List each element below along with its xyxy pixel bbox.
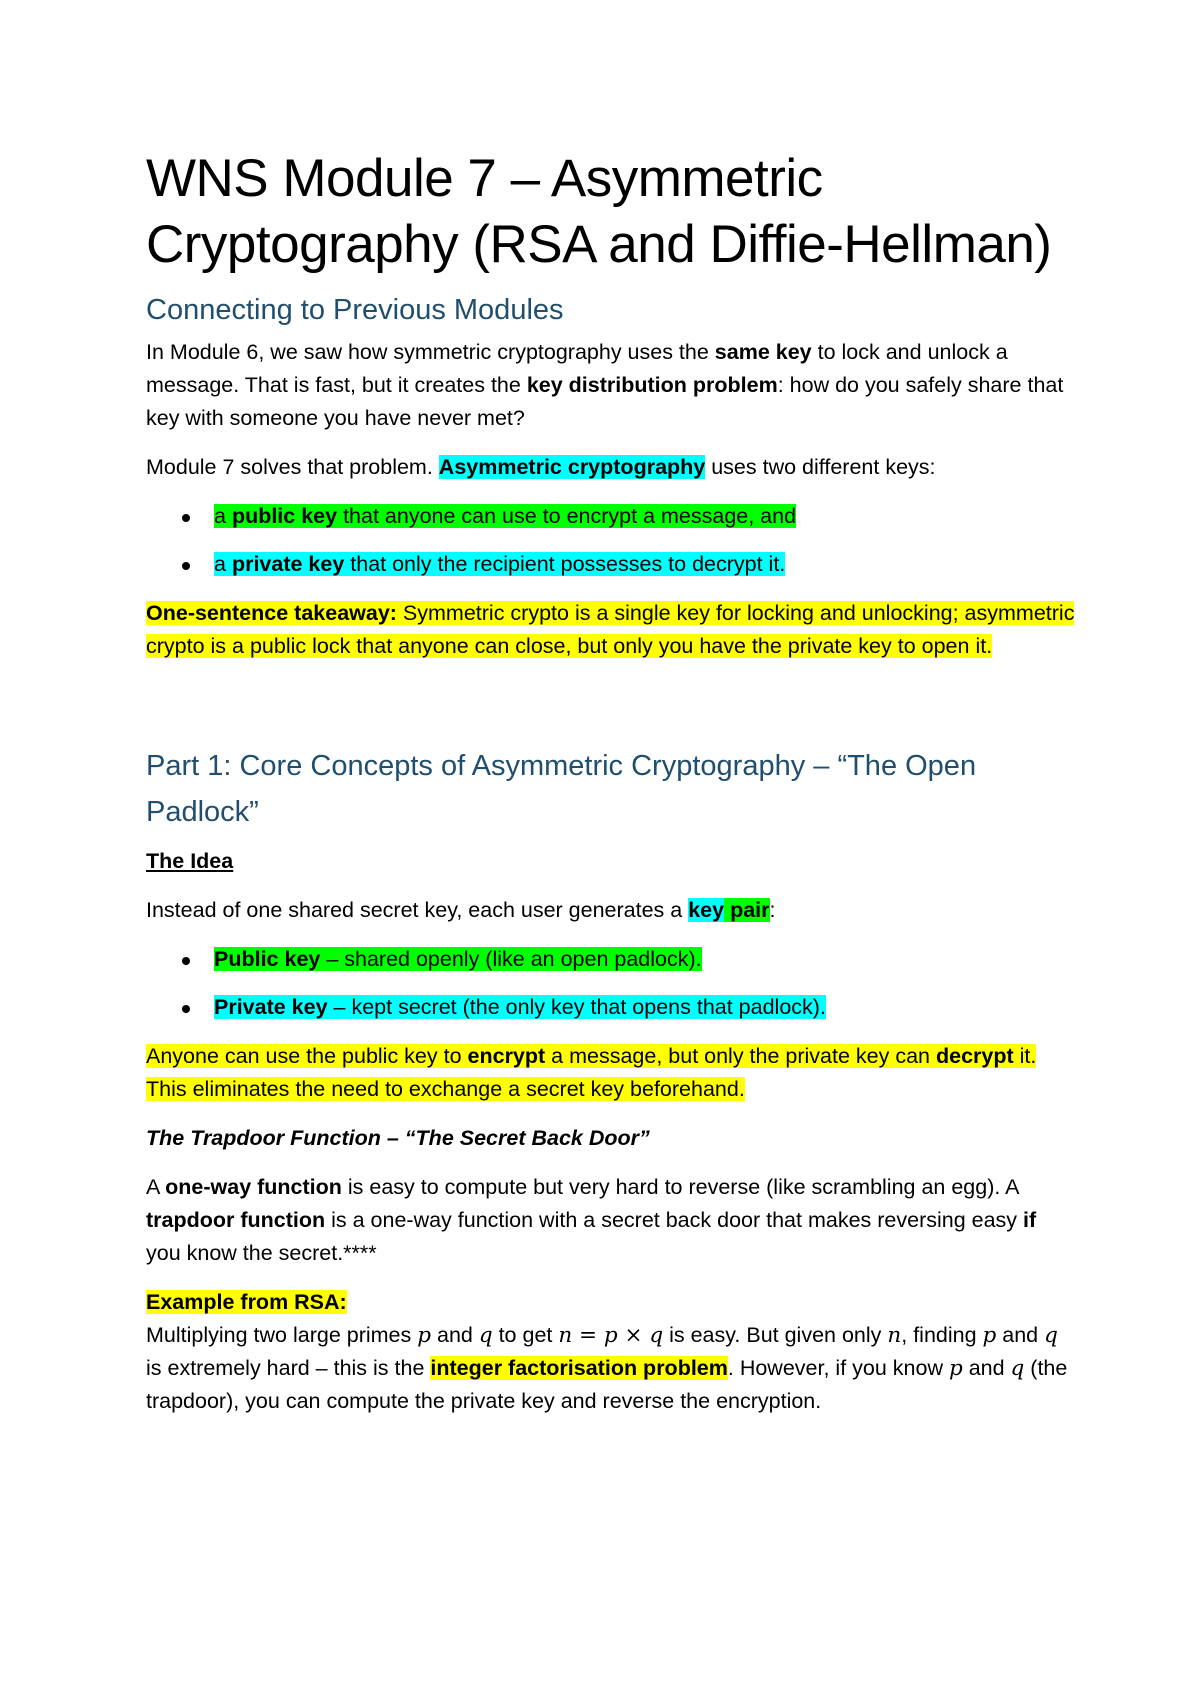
bullet-icon <box>182 562 190 570</box>
example-label: Example from RSA: <box>146 1290 347 1314</box>
paragraph-trapdoor: A one-way function is easy to compute but very hard to reverse (like scrambling an egg). A trapdoor function is a one-way function with a secret back door that makes reversing easy if you know the secret.**** <box>146 1175 1037 1265</box>
list-item-text: a public key that anyone can use to encrypt a message, and <box>214 504 797 528</box>
text: Module 7 solves that problem. <box>146 455 439 479</box>
list-item <box>146 943 1076 976</box>
text: uses two different keys: <box>705 455 936 479</box>
section-heading-part1: Part 1: Core Concepts of Asymmetric Cryptography – “The Open Padlock” <box>146 750 977 828</box>
highlighted-term: pair <box>724 898 770 922</box>
subheading-the-idea: The Idea <box>146 849 234 873</box>
bullet-icon <box>182 1005 190 1013</box>
keys-list <box>146 500 1076 581</box>
paragraph-anyone <box>146 1040 1076 1106</box>
highlighted-paragraph-text: Anyone can use the public key to encrypt a message, but only the private key can decrypt it. This eliminates the need to exchange a secret key beforehand. <box>146 1044 1037 1101</box>
list-item-text: Public key – shared openly (like an open padlock). <box>214 947 702 971</box>
text: : <box>769 898 776 922</box>
list-item <box>146 548 1076 581</box>
text: In Module 6, we saw how symmetric cryptography uses the <box>146 340 715 364</box>
key-pair-list <box>146 943 1076 1024</box>
highlighted-term: Asymmetric cryptography <box>438 455 706 479</box>
subheading-trapdoor: The Trapdoor Function – “The Secret Back Door” <box>146 1126 650 1150</box>
section-heading-connecting: Connecting to Previous Modules <box>146 294 564 326</box>
bullet-icon <box>182 957 190 965</box>
text: Instead of one shared secret key, each user generates a <box>146 898 689 922</box>
paragraph-rsa-example: Multiplying two large primes p and q to get n = p × q is easy. But given only n, finding p and q is extremely hard – this is the integer factorisation problem. However, if you know p and q (the trapdoor), you can compute the private key and reverse the encryption. <box>146 1323 1068 1413</box>
document-body <box>146 146 1076 1418</box>
list-item <box>146 991 1076 1024</box>
paragraph-module7 <box>146 451 1076 484</box>
list-item-text: Private key – kept secret (the only key that opens that padlock). <box>214 995 826 1019</box>
takeaway-text: One-sentence takeaway: Symmetric crypto is a single key for locking and unlocking; asymmetric crypto is a public lock that anyone can close, but only you have the private key to open it. <box>146 601 1075 658</box>
list-item-text: a private key that only the recipient possesses to decrypt it. <box>214 552 786 576</box>
bold-term: same key <box>714 340 812 364</box>
text: : how do you safely share that key with someone you have never met? <box>146 373 1064 430</box>
text: to lock and unlock a message. That is fast, but it creates the <box>146 340 1008 397</box>
bullet-icon <box>182 514 190 522</box>
list-item <box>146 500 1076 533</box>
highlighted-term: key <box>688 898 725 922</box>
bold-term: key distribution problem <box>526 373 778 397</box>
paragraph-idea <box>146 894 1076 927</box>
paragraph-module6 <box>146 336 1076 435</box>
document-title: WNS Module 7 – Asymmetric Cryptography (RSA and Diffie-Hellman) <box>146 149 1052 274</box>
takeaway-paragraph <box>146 597 1076 663</box>
